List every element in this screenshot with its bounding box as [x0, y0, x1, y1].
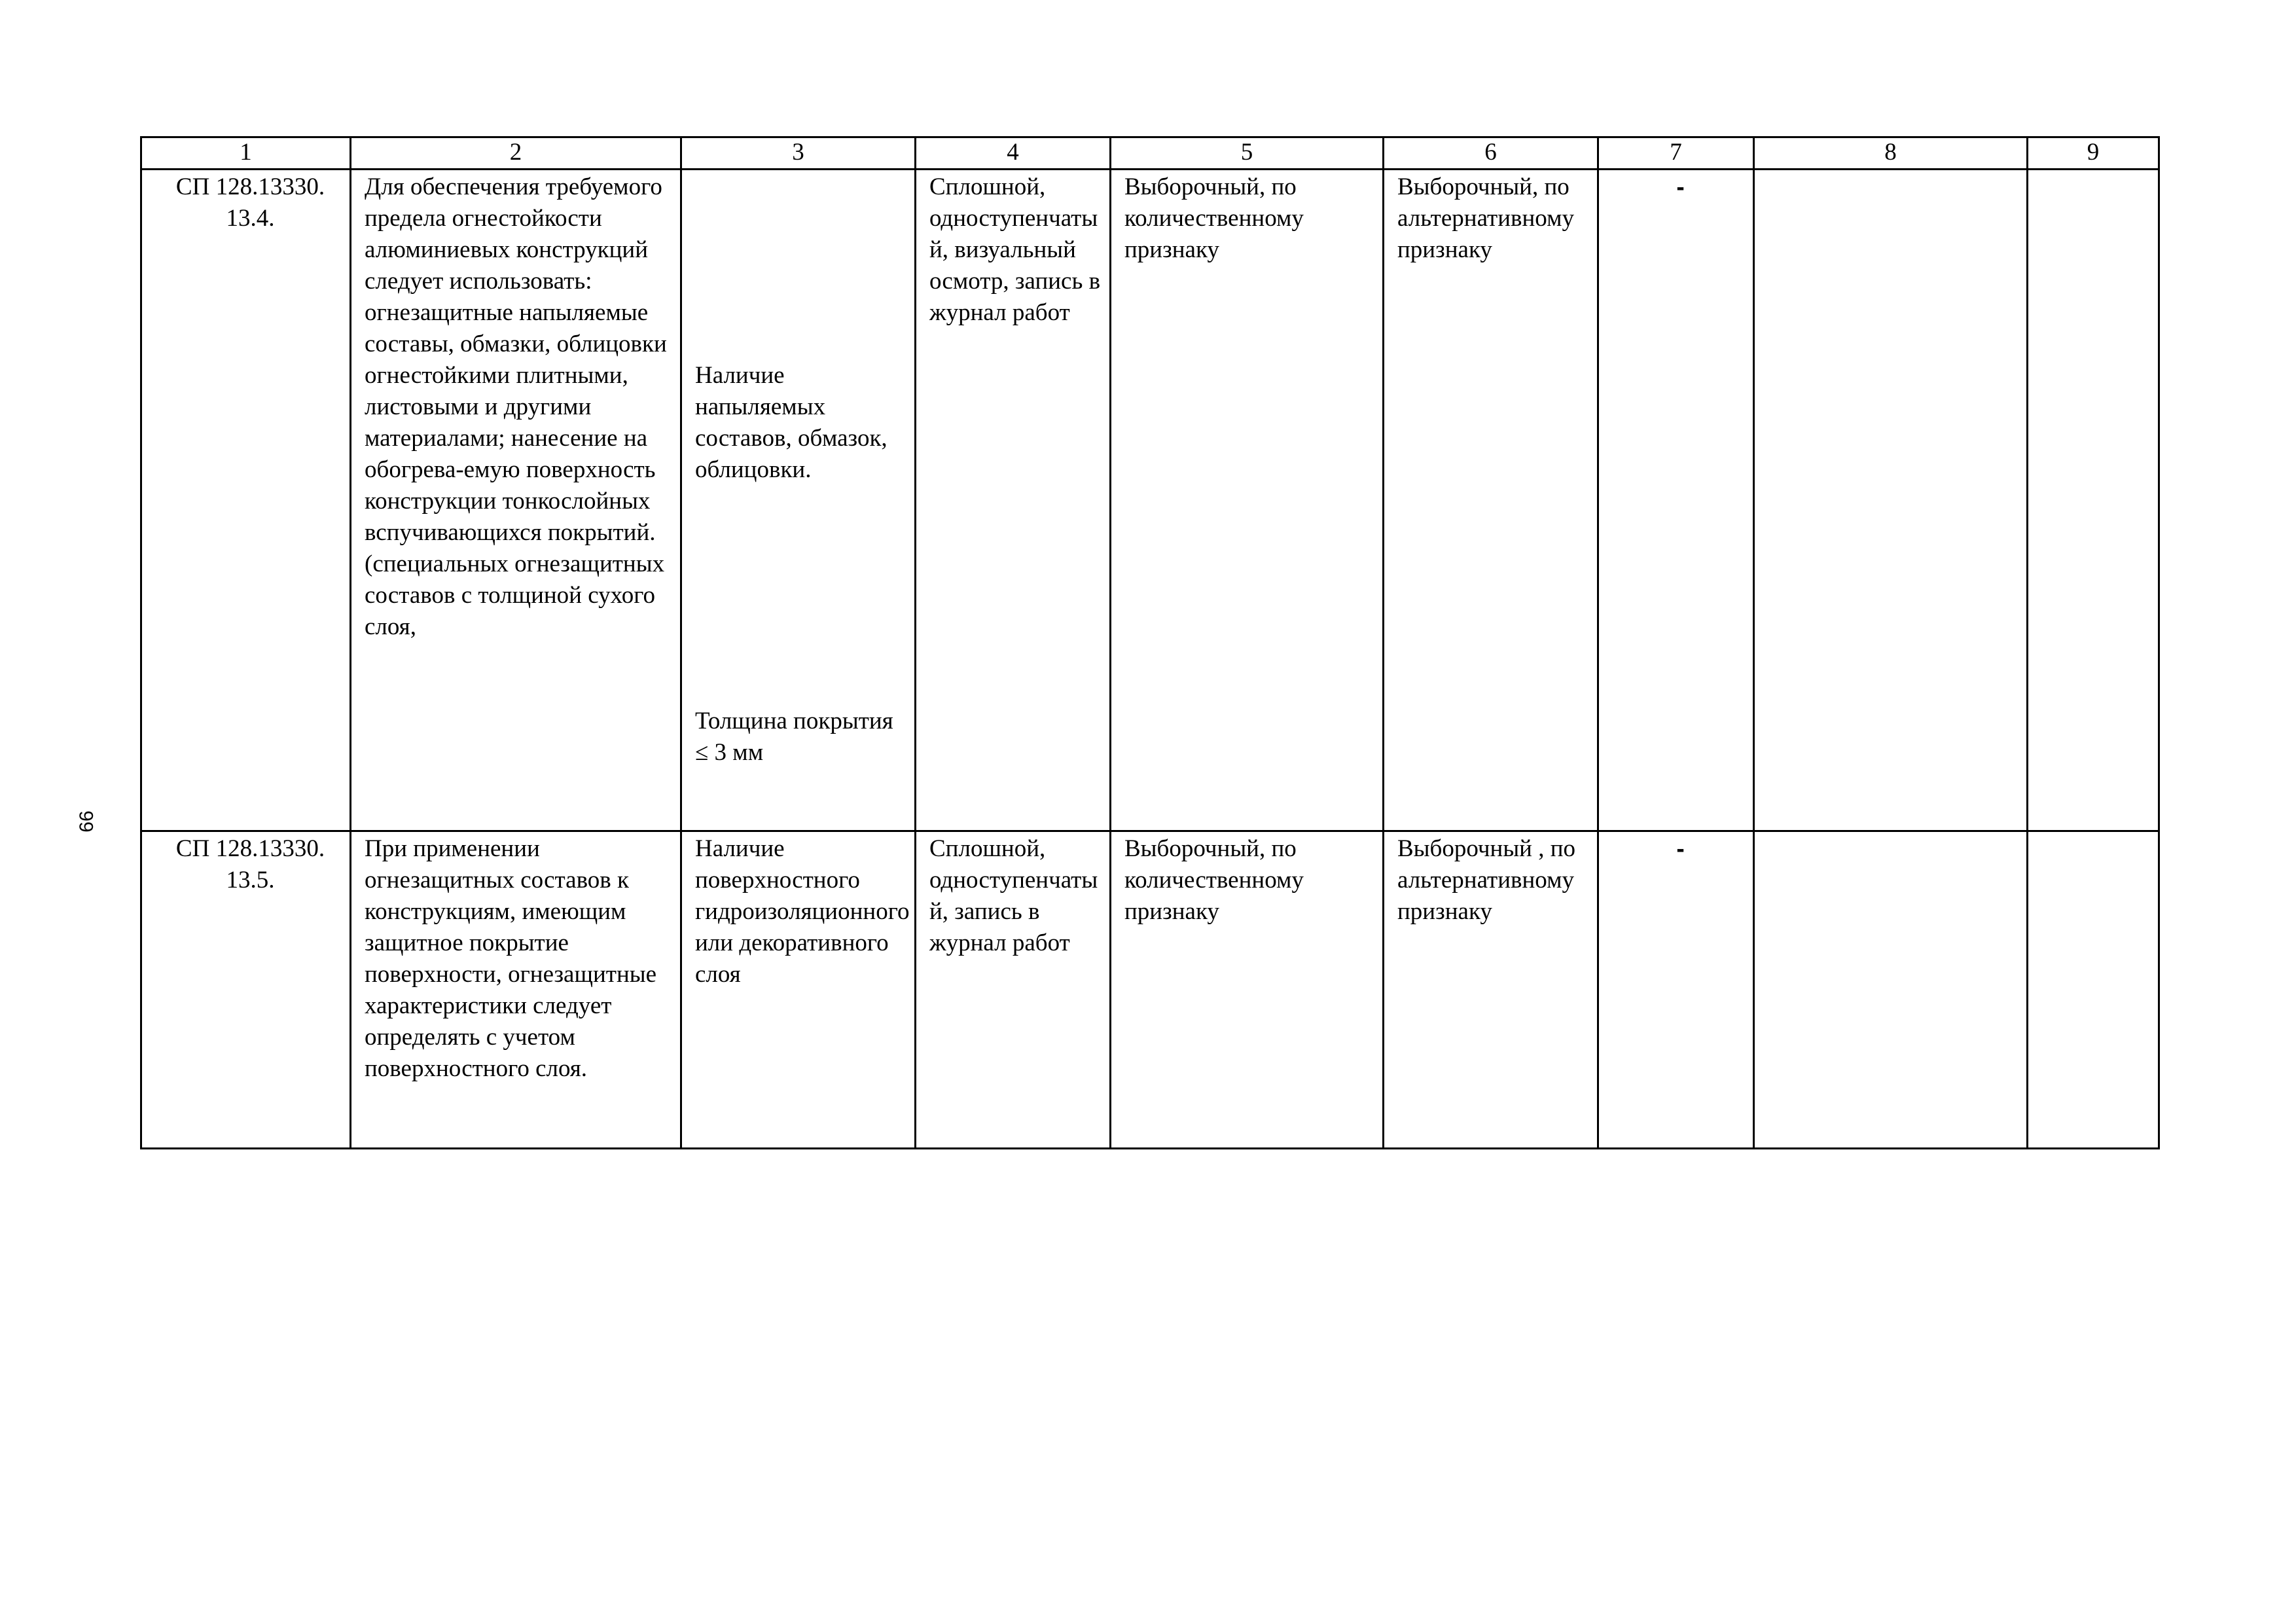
column-9-cell	[2028, 170, 2159, 831]
column-8-cell	[1754, 170, 2028, 831]
requirements-table	[140, 136, 2160, 1149]
column-header: 5	[1111, 137, 1384, 170]
column-5-cell: Выборочный, по количественному признаку	[1111, 831, 1384, 1149]
regulation-code-cell: СП 128.13330. 13.4.	[141, 170, 351, 831]
control-type-cell: Сплошной, одноступенчатый, визуальный осмотр, запись в журнал работ	[916, 170, 1111, 831]
column-7-cell: -	[1598, 831, 1754, 1149]
controlled-parameter-cell: Наличие поверхностного гидроизоляционного или декоративного слоя	[681, 831, 916, 1149]
column-header: 6	[1384, 137, 1598, 170]
column-6-cell: Выборочный, по альтернативному признаку	[1384, 170, 1598, 831]
regulation-code-cell: СП 128.13330. 13.5.	[141, 831, 351, 1149]
column-header: 2	[351, 137, 681, 170]
parameter-presence: Наличие напыляемых составов, обмазок, облицовки.	[695, 362, 888, 483]
column-9-cell	[2028, 831, 2159, 1149]
column-header: 9	[2028, 137, 2159, 170]
column-header: 7	[1598, 137, 1754, 170]
column-7-cell: -	[1598, 170, 1754, 831]
column-header: 4	[916, 137, 1111, 170]
requirement-text-cell: При применении огнезащитных составов к конструкциям, имеющим защитное покрытие поверхности, огнезащитные характеристики следует определять с учетом поверхностного слоя.	[351, 831, 681, 1149]
column-header: 8	[1754, 137, 2028, 170]
column-header: 3	[681, 137, 916, 170]
table-header-row	[141, 137, 2159, 170]
column-5-cell: Выборочный, по количественному признаку	[1111, 170, 1384, 831]
parameter-thickness: Толщина покрытия ≤ 3 мм	[695, 708, 893, 766]
control-type-cell: Сплошной, одноступенчатый, запись в журнал работ	[916, 831, 1111, 1149]
requirement-text-cell: Для обеспечения требуемого предела огнестойкости алюминиевых конструкций следует использовать: огнезащитные напыляемые составы, обмазки, облицовки огнестойкими плитными, листовыми и другими материалами; нанесение на обогрева-емую поверхность конструкции тонкослойных вспучивающихся покрытий. (специальных огнезащитных составов с толщиной сухого слоя,	[351, 170, 681, 831]
column-8-cell	[1754, 831, 2028, 1149]
column-header: 1	[141, 137, 351, 170]
page-number: 66	[76, 810, 98, 833]
controlled-parameter-cell	[681, 170, 916, 831]
table-row	[141, 170, 2159, 831]
table-row	[141, 831, 2159, 1149]
column-6-cell: Выборочный , по альтернативному признаку	[1384, 831, 1598, 1149]
